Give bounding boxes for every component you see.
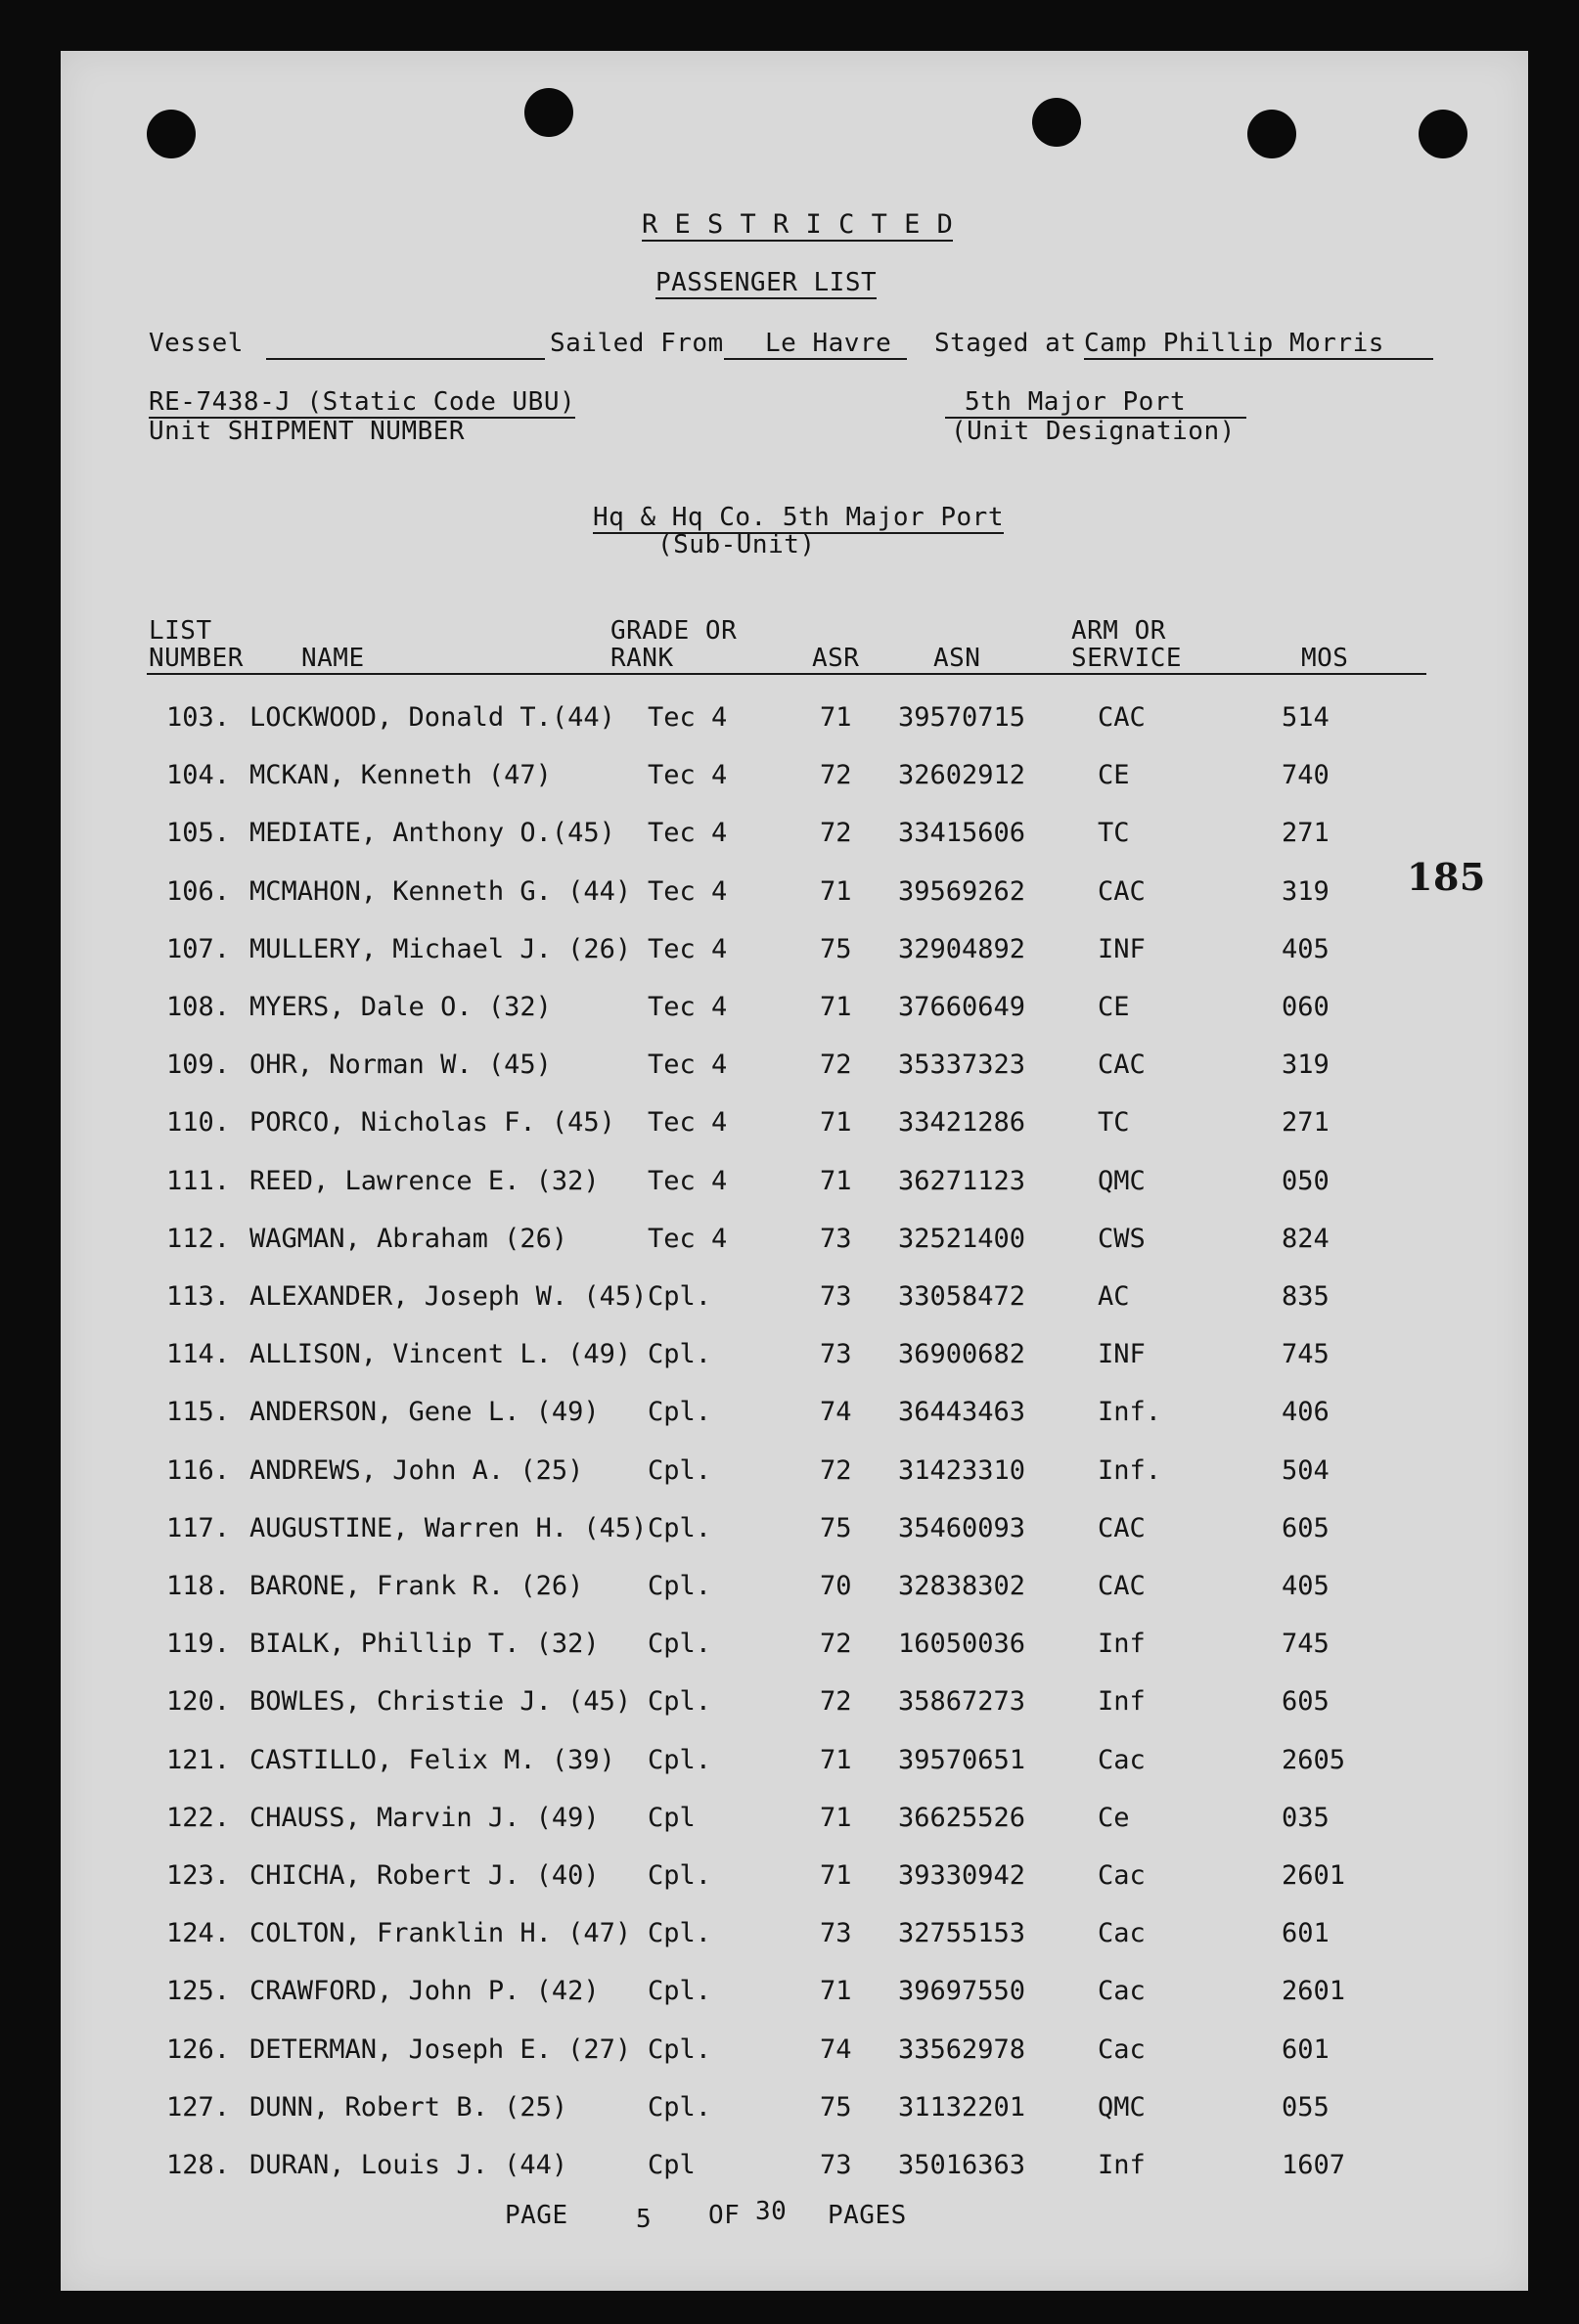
asn-cell: 33058472 <box>898 1281 1026 1312</box>
mos-cell: 2605 <box>1282 1745 1346 1775</box>
pages-label: PAGES <box>828 2201 907 2230</box>
passenger-name-cell: CRAWFORD, John P. (42) <box>249 1976 600 2006</box>
col-grade: RANK <box>610 644 674 673</box>
asn-cell: 36443463 <box>898 1397 1026 1427</box>
grade-cell: Cpl <box>648 2150 696 2180</box>
table-row <box>0 1107 1579 1156</box>
grade-cell: Tec 4 <box>648 702 728 733</box>
arm-service-cell: AC <box>1098 1281 1130 1312</box>
shipment-number-label: Unit SHIPMENT NUMBER <box>149 417 466 446</box>
list-number-cell: 117. <box>166 1513 231 1543</box>
list-number-cell: 111. <box>166 1166 231 1196</box>
asr-cell: 74 <box>820 1397 852 1427</box>
table-row <box>0 1571 1579 1620</box>
asn-cell: 32755153 <box>898 1918 1026 1948</box>
asn-cell: 39570715 <box>898 702 1026 733</box>
grade-cell: Cpl. <box>648 1860 712 1891</box>
mos-cell: 504 <box>1282 1455 1330 1486</box>
grade-cell: Cpl. <box>648 1918 712 1948</box>
passenger-name-cell: BARONE, Frank R. (26) <box>249 1571 584 1601</box>
asn-cell: 35867273 <box>898 1686 1026 1717</box>
asr-cell: 73 <box>820 1224 852 1254</box>
passenger-name-cell: DETERMAN, Joseph E. (27) <box>249 2034 632 2065</box>
table-row <box>0 1629 1579 1677</box>
table-row <box>0 1455 1579 1504</box>
arm-service-cell: CAC <box>1098 1513 1146 1543</box>
grade-cell: Tec 4 <box>648 992 728 1022</box>
arm-service-cell: CAC <box>1098 702 1146 733</box>
passenger-name-cell: ALLISON, Vincent L. (49) <box>249 1339 632 1369</box>
mos-cell: 405 <box>1282 934 1330 964</box>
col-asr: ASR <box>812 644 860 673</box>
asr-cell: 73 <box>820 1918 852 1948</box>
asn-cell: 33562978 <box>898 2034 1026 2065</box>
mos-cell: 745 <box>1282 1629 1330 1659</box>
arm-service-cell: CWS <box>1098 1224 1146 1254</box>
grade-cell: Cpl <box>648 1803 696 1833</box>
grade-cell: Tec 4 <box>648 876 728 907</box>
grade-cell: Cpl. <box>648 1455 712 1486</box>
grade-cell: Tec 4 <box>648 818 728 848</box>
table-row <box>0 1860 1579 1909</box>
asn-cell: 32904892 <box>898 934 1026 964</box>
asn-cell: 37660649 <box>898 992 1026 1022</box>
grade-cell: Tec 4 <box>648 1050 728 1080</box>
grade-cell: Cpl. <box>648 2092 712 2123</box>
asr-cell: 71 <box>820 702 852 733</box>
table-row <box>0 1339 1579 1388</box>
col-grade-top: GRADE OR <box>610 616 738 646</box>
mos-cell: 605 <box>1282 1686 1330 1717</box>
asn-cell: 36900682 <box>898 1339 1026 1369</box>
table-row <box>0 1166 1579 1215</box>
arm-service-cell: Inf <box>1098 1686 1146 1717</box>
passenger-name-cell: BIALK, Phillip T. (32) <box>249 1629 600 1659</box>
asr-cell: 71 <box>820 1976 852 2006</box>
asn-cell: 39697550 <box>898 1976 1026 2006</box>
list-number-cell: 110. <box>166 1107 231 1138</box>
asr-cell: 71 <box>820 1803 852 1833</box>
arm-service-cell: QMC <box>1098 2092 1146 2123</box>
mos-cell: 406 <box>1282 1397 1330 1427</box>
col-mos: MOS <box>1301 644 1349 673</box>
arm-service-cell: Cac <box>1098 1976 1146 2006</box>
list-number-cell: 123. <box>166 1860 231 1891</box>
arm-service-cell: QMC <box>1098 1166 1146 1196</box>
shipment-number: RE-7438-J (Static Code UBU) <box>149 387 576 417</box>
staged-at-value: Camp Phillip Morris <box>1084 329 1433 360</box>
list-number-cell: 119. <box>166 1629 231 1659</box>
table-row <box>0 1976 1579 2025</box>
asr-cell: 75 <box>820 1513 852 1543</box>
grade-cell: Cpl. <box>648 1686 712 1717</box>
mos-cell: 824 <box>1282 1224 1330 1254</box>
arm-service-cell: Cac <box>1098 1918 1146 1948</box>
passenger-name-cell: WAGMAN, Abraham (26) <box>249 1224 568 1254</box>
sailed-from-label: Sailed From <box>550 329 724 358</box>
arm-service-cell: CAC <box>1098 1571 1146 1601</box>
mos-cell: 319 <box>1282 876 1330 907</box>
grade-cell: Tec 4 <box>648 760 728 790</box>
arm-service-cell: Cac <box>1098 1860 1146 1891</box>
passenger-name-cell: MYERS, Dale O. (32) <box>249 992 552 1022</box>
sub-unit: Hq & Hq Co. 5th Major Port <box>593 503 1004 532</box>
asn-cell: 39570651 <box>898 1745 1026 1775</box>
asr-cell: 73 <box>820 1281 852 1312</box>
arm-service-cell: Ce <box>1098 1803 1130 1833</box>
arm-service-cell: CAC <box>1098 1050 1146 1080</box>
asr-cell: 71 <box>820 1107 852 1138</box>
grade-cell: Tec 4 <box>648 1107 728 1138</box>
table-row <box>0 934 1579 983</box>
unit-designation-label: (Unit Designation) <box>951 417 1236 446</box>
mos-cell: 271 <box>1282 1107 1330 1138</box>
arm-service-cell: INF <box>1098 1339 1146 1369</box>
passenger-name-cell: REED, Lawrence E. (32) <box>249 1166 600 1196</box>
asn-cell: 33415606 <box>898 818 1026 848</box>
list-number-cell: 113. <box>166 1281 231 1312</box>
asr-cell: 75 <box>820 2092 852 2123</box>
mos-cell: 060 <box>1282 992 1330 1022</box>
grade-cell: Cpl. <box>648 1281 712 1312</box>
mos-cell: 601 <box>1282 2034 1330 2065</box>
grade-cell: Cpl. <box>648 1513 712 1543</box>
asn-cell: 39569262 <box>898 876 1026 907</box>
table-row <box>0 1686 1579 1735</box>
asr-cell: 72 <box>820 1455 852 1486</box>
list-number-cell: 105. <box>166 818 231 848</box>
col-arm: SERVICE <box>1071 644 1183 673</box>
table-row <box>0 876 1579 925</box>
passenger-name-cell: ALEXANDER, Joseph W. (45) <box>249 1281 648 1312</box>
sub-unit-label: (Sub-Unit) <box>657 530 816 559</box>
mos-cell: 1607 <box>1282 2150 1346 2180</box>
asr-cell: 73 <box>820 2150 852 2180</box>
col-arm-top: ARM OR <box>1071 616 1166 646</box>
list-number-cell: 124. <box>166 1918 231 1948</box>
passenger-name-cell: CHAUSS, Marvin J. (49) <box>249 1803 600 1833</box>
table-row <box>0 1397 1579 1446</box>
asn-cell: 31423310 <box>898 1455 1026 1486</box>
asr-cell: 72 <box>820 818 852 848</box>
list-number-cell: 125. <box>166 1976 231 2006</box>
asr-cell: 71 <box>820 876 852 907</box>
col-asn: ASN <box>933 644 981 673</box>
arm-service-cell: Inf <box>1098 2150 1146 2180</box>
grade-cell: Tec 4 <box>648 934 728 964</box>
arm-service-cell: TC <box>1098 1107 1130 1138</box>
asr-cell: 71 <box>820 1166 852 1196</box>
table-row <box>0 2092 1579 2141</box>
asn-cell: 33421286 <box>898 1107 1026 1138</box>
restricted-heading: R E S T R I C T E D <box>642 209 954 240</box>
asn-cell: 31132201 <box>898 2092 1026 2123</box>
grade-cell: Cpl. <box>648 1571 712 1601</box>
grade-cell: Cpl. <box>648 1339 712 1369</box>
asr-cell: 74 <box>820 2034 852 2065</box>
asn-cell: 36271123 <box>898 1166 1026 1196</box>
passenger-name-cell: DUNN, Robert B. (25) <box>249 2092 568 2123</box>
table-row <box>0 1918 1579 1967</box>
mos-cell: 605 <box>1282 1513 1330 1543</box>
arm-service-cell: Cac <box>1098 1745 1146 1775</box>
asr-cell: 72 <box>820 1686 852 1717</box>
list-number-cell: 120. <box>166 1686 231 1717</box>
mos-cell: 745 <box>1282 1339 1330 1369</box>
table-row <box>0 818 1579 867</box>
list-number-cell: 126. <box>166 2034 231 2065</box>
passenger-name-cell: ANDREWS, John A. (25) <box>249 1455 584 1486</box>
list-number-cell: 121. <box>166 1745 231 1775</box>
col-name: NAME <box>301 644 365 673</box>
asn-cell: 35460093 <box>898 1513 1026 1543</box>
staged-at-label: Staged at <box>934 329 1077 358</box>
mos-cell: 601 <box>1282 1918 1330 1948</box>
passenger-list-title: PASSENGER LIST <box>655 268 878 297</box>
page-label: PAGE <box>505 2201 568 2230</box>
asn-cell: 32838302 <box>898 1571 1026 1601</box>
passenger-name-cell: OHR, Norman W. (45) <box>249 1050 552 1080</box>
total-pages: 30 <box>755 2197 788 2226</box>
passenger-name-cell: CASTILLO, Felix M. (39) <box>249 1745 615 1775</box>
mos-cell: 055 <box>1282 2092 1330 2123</box>
asn-cell: 35337323 <box>898 1050 1026 1080</box>
mos-cell: 2601 <box>1282 1860 1346 1891</box>
asr-cell: 75 <box>820 934 852 964</box>
col-list-number-top: LIST <box>149 616 212 646</box>
asr-cell: 72 <box>820 1050 852 1080</box>
arm-service-cell: INF <box>1098 934 1146 964</box>
list-number-cell: 122. <box>166 1803 231 1833</box>
table-row <box>0 760 1579 809</box>
passenger-name-cell: COLTON, Franklin H. (47) <box>249 1918 632 1948</box>
asn-cell: 32602912 <box>898 760 1026 790</box>
list-number-cell: 106. <box>166 876 231 907</box>
grade-cell: Cpl. <box>648 1745 712 1775</box>
asn-cell: 16050036 <box>898 1629 1026 1659</box>
of-label: OF <box>708 2201 741 2230</box>
passenger-name-cell: MCKAN, Kenneth (47) <box>249 760 552 790</box>
arm-service-cell: CE <box>1098 760 1130 790</box>
grade-cell: Tec 4 <box>648 1166 728 1196</box>
passenger-name-cell: MEDIATE, Anthony O.(45) <box>249 818 615 848</box>
mos-cell: 740 <box>1282 760 1330 790</box>
margin-stamp-number: 185 <box>1407 855 1486 899</box>
mos-cell: 319 <box>1282 1050 1330 1080</box>
passenger-name-cell: ANDERSON, Gene L. (49) <box>249 1397 600 1427</box>
table-row <box>0 1803 1579 1852</box>
table-row <box>0 702 1579 751</box>
table-row <box>0 1281 1579 1330</box>
sailed-from-value: Le Havre <box>724 329 907 360</box>
mos-cell: 050 <box>1282 1166 1330 1196</box>
passenger-name-cell: PORCO, Nicholas F. (45) <box>249 1107 615 1138</box>
grade-cell: Cpl. <box>648 1629 712 1659</box>
asr-cell: 71 <box>820 1745 852 1775</box>
passenger-name-cell: CHICHA, Robert J. (40) <box>249 1860 600 1891</box>
page-number: 5 <box>636 2205 653 2234</box>
grade-cell: Cpl. <box>648 1976 712 2006</box>
mos-cell: 035 <box>1282 1803 1330 1833</box>
arm-service-cell: Inf. <box>1098 1455 1162 1486</box>
asn-cell: 39330942 <box>898 1860 1026 1891</box>
vessel-label: Vessel <box>149 329 244 358</box>
col-list-number: NUMBER <box>149 644 244 673</box>
passenger-name-cell: MCMAHON, Kenneth G. (44) <box>249 876 632 907</box>
table-row <box>0 992 1579 1041</box>
table-row <box>0 1745 1579 1794</box>
mos-cell: 405 <box>1282 1571 1330 1601</box>
arm-service-cell: Inf. <box>1098 1397 1162 1427</box>
passenger-name-cell: LOCKWOOD, Donald T.(44) <box>249 702 615 733</box>
asr-cell: 70 <box>820 1571 852 1601</box>
unit-designation: 5th Major Port <box>945 387 1246 419</box>
list-number-cell: 127. <box>166 2092 231 2123</box>
asr-cell: 72 <box>820 760 852 790</box>
asr-cell: 72 <box>820 1629 852 1659</box>
arm-service-cell: CE <box>1098 992 1130 1022</box>
mos-cell: 2601 <box>1282 1976 1346 2006</box>
mos-cell: 271 <box>1282 818 1330 848</box>
asn-cell: 36625526 <box>898 1803 1026 1833</box>
list-number-cell: 104. <box>166 760 231 790</box>
list-number-cell: 108. <box>166 992 231 1022</box>
list-number-cell: 116. <box>166 1455 231 1486</box>
asr-cell: 73 <box>820 1339 852 1369</box>
passenger-name-cell: MULLERY, Michael J. (26) <box>249 934 632 964</box>
mos-cell: 514 <box>1282 702 1330 733</box>
grade-cell: Cpl. <box>648 2034 712 2065</box>
passenger-name-cell: DURAN, Louis J. (44) <box>249 2150 568 2180</box>
list-number-cell: 107. <box>166 934 231 964</box>
list-number-cell: 112. <box>166 1224 231 1254</box>
arm-service-cell: TC <box>1098 818 1130 848</box>
grade-cell: Cpl. <box>648 1397 712 1427</box>
mos-cell: 835 <box>1282 1281 1330 1312</box>
arm-service-cell: Inf <box>1098 1629 1146 1659</box>
grade-cell: Tec 4 <box>648 1224 728 1254</box>
table-row <box>0 1224 1579 1273</box>
passenger-name-cell: BOWLES, Christie J. (45) <box>249 1686 632 1717</box>
list-number-cell: 114. <box>166 1339 231 1369</box>
table-row <box>0 1050 1579 1098</box>
list-number-cell: 128. <box>166 2150 231 2180</box>
asn-cell: 35016363 <box>898 2150 1026 2180</box>
asr-cell: 71 <box>820 992 852 1022</box>
list-number-cell: 118. <box>166 1571 231 1601</box>
list-number-cell: 103. <box>166 702 231 733</box>
list-number-cell: 109. <box>166 1050 231 1080</box>
table-row <box>0 1513 1579 1562</box>
table-row <box>0 2034 1579 2083</box>
arm-service-cell: CAC <box>1098 876 1146 907</box>
asn-cell: 32521400 <box>898 1224 1026 1254</box>
table-row <box>0 2150 1579 2199</box>
list-number-cell: 115. <box>166 1397 231 1427</box>
arm-service-cell: Cac <box>1098 2034 1146 2065</box>
passenger-name-cell: AUGUSTINE, Warren H. (45) <box>249 1513 648 1543</box>
asr-cell: 71 <box>820 1860 852 1891</box>
